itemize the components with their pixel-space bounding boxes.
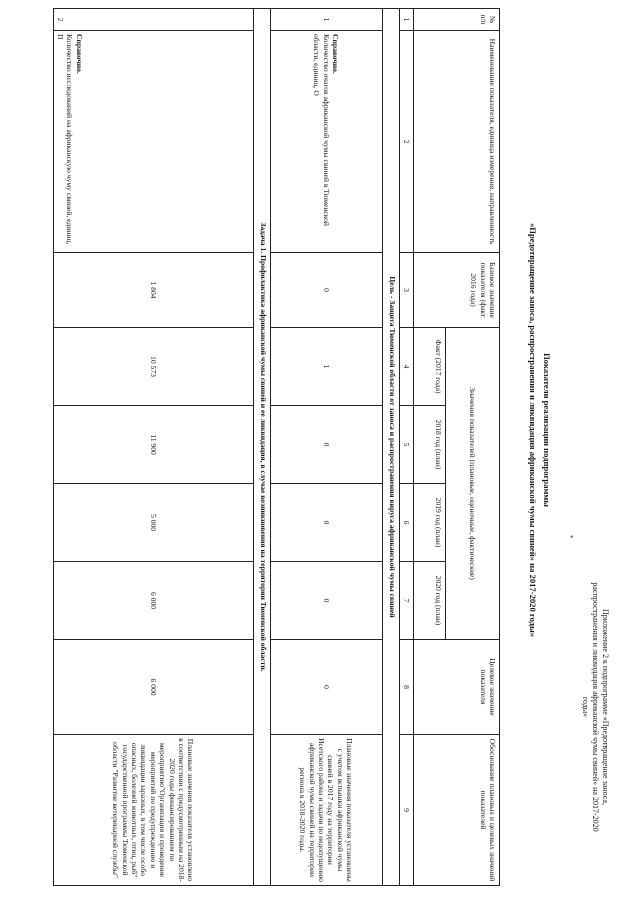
row-plan-2019: 5 000 xyxy=(53,484,253,562)
header-year-2017: Факт (2017 года) xyxy=(414,328,446,406)
appendix-header-line-2: распространения и ликвидация африканской чумы свиней» на 2017-2020 xyxy=(591,582,600,832)
header-year-2018: 2018 год (план) xyxy=(414,406,446,484)
header-year-2020: 2020 год (план) xyxy=(414,562,446,640)
appendix-header-line-1: Приложение 2 к подпрограмме «Предотвращение заноса, xyxy=(601,609,610,805)
page-subtitle: «Предотвращение заноса, распространения и ликвидация африканской чумы свиней» на 2017-2020 годы» xyxy=(528,222,538,638)
column-index-row xyxy=(399,9,413,886)
row-name: Количество исследований на африканскую чуму свиней, единиц, П xyxy=(56,34,75,245)
row-fact-2017: 1 xyxy=(270,328,382,406)
header-values-group: Значения показателей (плановые, оценочные, фактические) xyxy=(446,328,500,640)
row-label: Справочно. xyxy=(74,34,84,74)
row-number: 2 xyxy=(53,9,253,31)
column-index: 4 xyxy=(399,328,413,406)
row-base: 1 804 xyxy=(53,253,253,328)
appendix-header-line-3: годы» xyxy=(581,696,590,718)
table-row xyxy=(270,9,382,886)
column-index: 5 xyxy=(399,406,413,484)
column-index: 9 xyxy=(399,735,413,886)
row-target: 6 000 xyxy=(53,640,253,735)
column-index: 7 xyxy=(399,562,413,640)
page-title: Показатели реализации подпрограммы xyxy=(542,353,552,507)
row-plan-2018: 11 900 xyxy=(53,406,253,484)
row-name-cell xyxy=(53,31,253,253)
column-index: 1 xyxy=(399,9,413,31)
row-name: Количество очагов африканской чумы свиней в Тюменской области, единиц, О xyxy=(312,34,331,226)
row-plan-2020: 6 000 xyxy=(53,562,253,640)
table-row xyxy=(53,9,253,886)
header-target: Целевое значение показателя xyxy=(414,640,500,735)
goal-row xyxy=(382,9,399,886)
column-index: 2 xyxy=(399,31,413,253)
row-plan-2018: 0 xyxy=(270,406,382,484)
row-plan-2020: 0 xyxy=(270,562,382,640)
row-basis: Плановые значения показателя установлено в соответствии с предусмотренным на 2018-2020 годы финансированием по мероприятию"Организация и проведение мероприятий по предупреждению и ликвидации заразных, в том числе особо опасных, болезней животных, птиц, рыб" государственной программы Тюменской области "Развитие ветеринарной службы" xyxy=(53,735,253,886)
row-target: 0 xyxy=(270,640,382,735)
row-name-cell xyxy=(270,31,382,253)
column-index: 6 xyxy=(399,484,413,562)
row-basis: Плановые значения показателя установлены с учетом вспышки африканской чумы свиней в 2017 году на территории Исетского района и задачи по недопущению африканской чумы свиней на территории региона в 2018-2020 годы. xyxy=(270,735,382,886)
row-plan-2019: 0 xyxy=(270,484,382,562)
indicators-table xyxy=(53,8,500,886)
task-row xyxy=(253,9,270,886)
header-name: Наименование показателя, единица измерения, направленность xyxy=(414,31,500,253)
header-year-2019: 2019 год (план) xyxy=(414,484,446,562)
goal-text: Цель - Защита Тюменской области от заноса и распространения вируса африканской чумы свиней xyxy=(382,9,399,886)
page-mark: * xyxy=(566,535,574,539)
column-index: 8 xyxy=(399,640,413,735)
header-no: № п/п xyxy=(414,9,500,31)
row-label: Справочно. xyxy=(331,34,341,74)
row-number: 1 xyxy=(270,9,382,31)
column-index: 3 xyxy=(399,253,413,328)
task-text: Задача 1. Профилактика африканской чумы свиней и ее ликвидация, в случае возникновения на территории Тюменской области. xyxy=(253,9,270,886)
row-fact-2017: 10 573 xyxy=(53,328,253,406)
table-header-row xyxy=(446,9,500,886)
row-base: 0 xyxy=(270,253,382,328)
header-base: Базовое значение показателя (факт 2016 года) xyxy=(414,253,500,328)
header-basis: Обоснование плановых и целевых значений показателей xyxy=(414,735,500,886)
